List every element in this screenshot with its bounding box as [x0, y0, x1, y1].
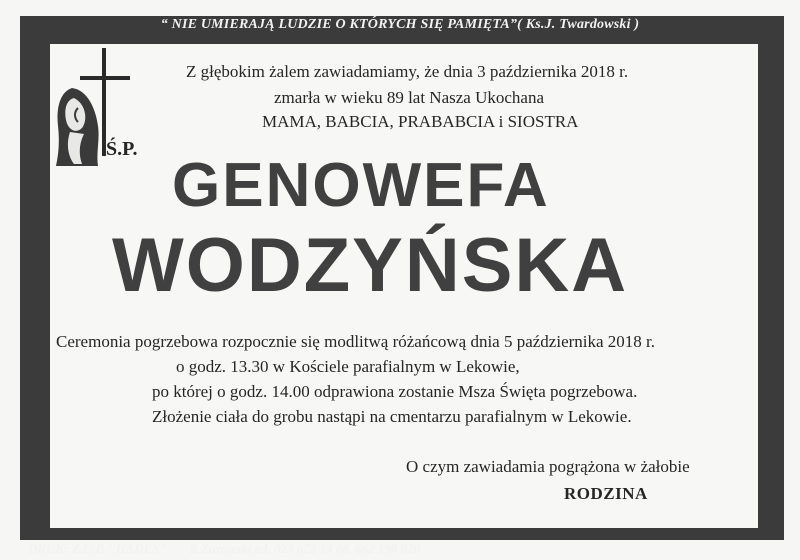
closing-line: O czym zawiadamia pogrążona w żałobie	[406, 457, 690, 476]
printer-footer	[28, 541, 788, 557]
announcement-line-3: MAMA, BABCIA, PRABABCIA i SIOSTRA	[262, 112, 579, 131]
mourning-figure-icon	[56, 88, 99, 166]
deceased-last-name: WODZYŃSKA	[112, 223, 629, 308]
family-signature: RODZINA	[564, 484, 648, 503]
deceased-first-name: GENOWEFA	[172, 151, 550, 220]
printer-contact: R.Żurawski tel. 023 672 14 88, 662 198 820	[188, 541, 421, 556]
sp-abbreviation: Ś.P.	[106, 138, 138, 160]
ceremony-line-3: po której o godz. 14.00 odprawiona zostanie Msza Święta pogrzebowa.	[152, 382, 638, 401]
motto	[0, 17, 800, 33]
announcement-line-1: Z głębokim żalem zawiadamiamy, że dnia 3 października 2018 r.	[186, 62, 629, 81]
ceremony-line-4: Złożenie ciała do grobu nastąpi na cmentarzu parafialnym w Lekowie.	[152, 407, 632, 426]
motto-author: ( Ks.J. Twardowski )	[517, 17, 640, 32]
motto-quote: “ NIE UMIERAJĄ LUDZIE O KTÓRYCH SIĘ PAMIĘTA”	[160, 17, 518, 32]
ceremony-line-1: Ceremonia pogrzebowa rozpocznie się modlitwą różańcową dnia 5 października 2018 r.	[56, 332, 656, 351]
announcement-line-2: zmarła w wieku 89 lat Nasza Ukochana	[274, 88, 544, 107]
ceremony-line-2: o godz. 13.30 w Kościele parafialnym w Lekowie,	[176, 357, 520, 376]
printer-name: DRUK: Z.U.P. "HADES"	[28, 541, 167, 556]
